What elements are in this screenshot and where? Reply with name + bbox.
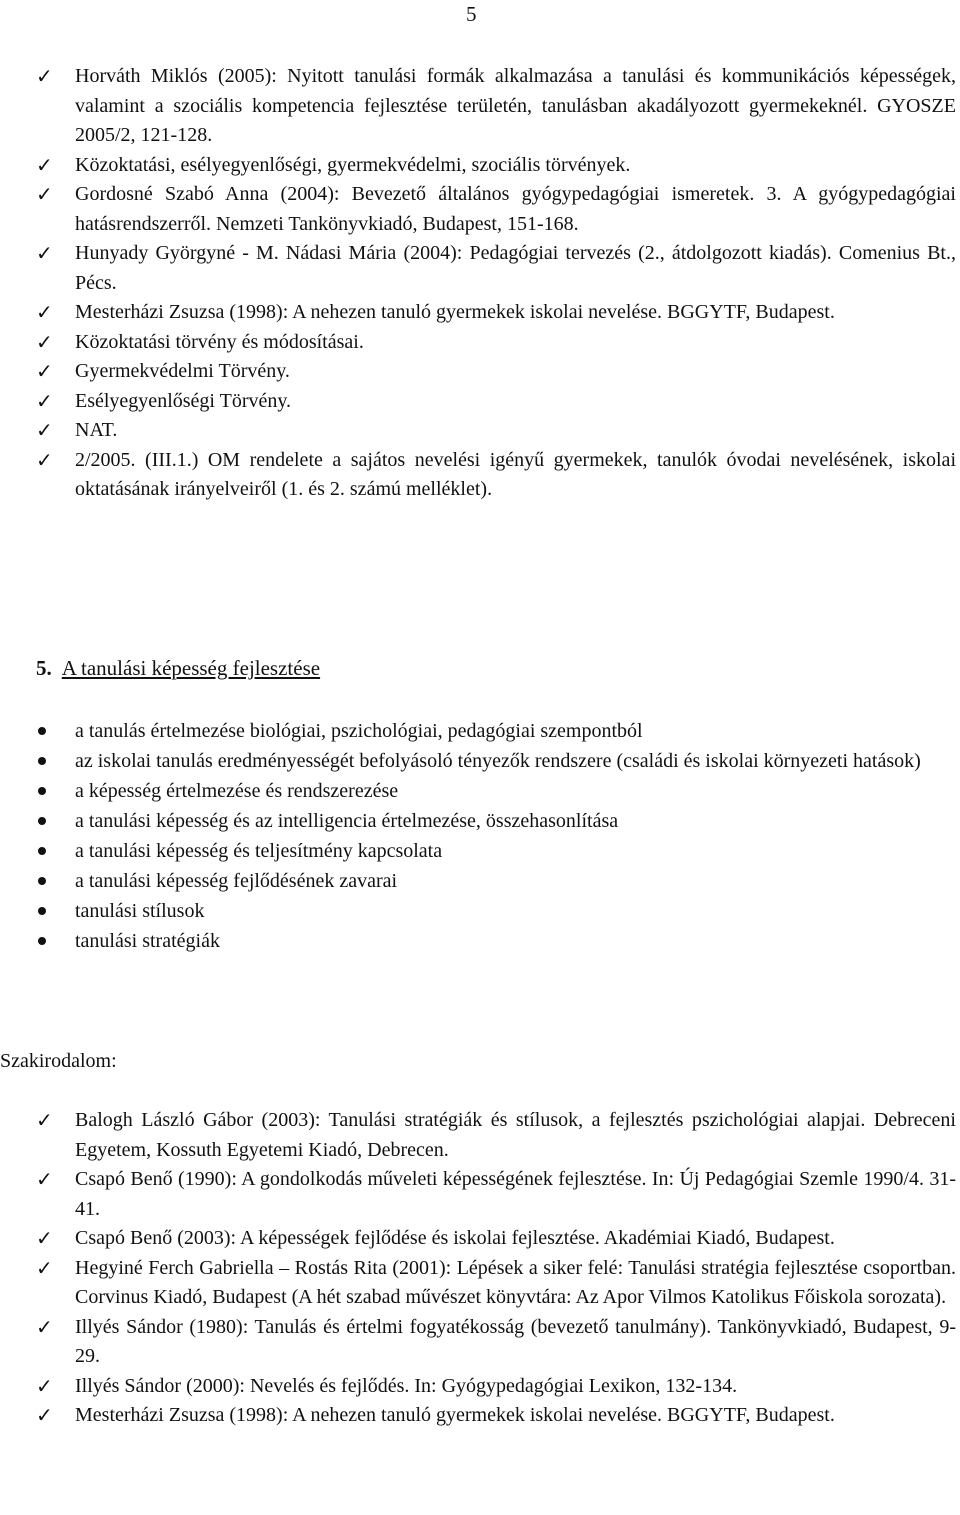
- check-icon: ✓: [36, 1403, 53, 1427]
- list-item: [36, 387, 956, 417]
- list-item: [36, 836, 956, 866]
- list-item: [36, 151, 956, 181]
- bullet-icon: [38, 847, 46, 855]
- check-icon: ✓: [36, 1373, 53, 1398]
- check-icon: ✓: [36, 1167, 53, 1191]
- list-item: [36, 416, 956, 446]
- bullet-icon: [38, 907, 46, 915]
- list-item: [36, 776, 956, 806]
- check-icon: ✓: [36, 300, 53, 324]
- list-item: [36, 1313, 956, 1372]
- topic-text: a tanulás értelmezése biológiai, pszichológiai, pedagógiai szempontból: [75, 720, 643, 742]
- check-icon: ✓: [36, 64, 53, 88]
- page-number: 5: [466, 2, 477, 26]
- check-icon: ✓: [36, 359, 53, 383]
- check-icon: ✓: [36, 182, 53, 206]
- list-item: [36, 806, 956, 836]
- topic-list: [36, 716, 956, 956]
- topic-text: a képesség értelmezése és rendszerezése: [75, 780, 399, 802]
- check-icon: ✓: [36, 329, 53, 354]
- reference-text: Balogh László Gábor (2003): Tanulási stratégiák és stílusok, a fejlesztés pszichológiai alapjai. Debreceni Egyetem, Kossuth Egyetemi Kiadó, Debrecen.: [75, 1109, 956, 1161]
- reference-text: NAT.: [75, 419, 118, 441]
- topic-text: a tanulási képesség fejlődésének zavarai: [75, 870, 398, 892]
- reference-text: Csapó Benő (1990): A gondolkodás műveleti képességének fejlesztése. In: Új Pedagógiai Szemle 1990/4. 31-41.: [75, 1168, 956, 1220]
- list-item: [36, 357, 956, 387]
- reference-text: Hegyiné Ferch Gabriella – Rostás Rita (2001): Lépések a siker felé: Tanulási stratégia fejlesztése csoportban. Corvinus Kiadó, Budapest (A hét szabad művészet könyvtára: Az Apor Vilmos Katolikus Főiskola sorozata).: [75, 1256, 956, 1308]
- reference-text: Közoktatási, esélyegyenlőségi, gyermekvédelmi, szociális törvények.: [75, 153, 631, 176]
- list-item: [36, 1106, 956, 1165]
- check-icon: ✓: [36, 388, 53, 413]
- check-icon: ✓: [36, 447, 53, 472]
- check-icon: ✓: [36, 241, 53, 265]
- reference-text: Horváth Miklós (2005): Nyitott tanulási formák alkalmazása a tanulási és kommunikációs képességek, valamint a szociális kompetencia fejlesztése területén, tanulásban akadályozott gyermekeknél. GYOSZE 2005/2, 121-128.: [75, 65, 956, 146]
- list-item: [36, 180, 956, 239]
- list-item: [36, 896, 956, 926]
- reference-text: 2/2005. (III.1.) OM rendelete a sajátos nevelési igényű gyermekek, tanulók óvodai nevelésének, iskolai oktatásának irányelveiről (1. és 2. számú melléklet).: [75, 448, 956, 500]
- list-item: [36, 298, 956, 328]
- list-item: [36, 1224, 956, 1254]
- reference-text: Mesterházi Zsuzsa (1998): A nehezen tanuló gyermekek iskolai nevelése. BGGYTF, Budapest.: [75, 1404, 835, 1426]
- topic-text: a tanulási képesség és az intelligencia értelmezése, összehasonlítása: [75, 810, 619, 832]
- list-item: [36, 746, 956, 776]
- bullet-icon: [38, 817, 46, 825]
- list-item: [36, 328, 956, 358]
- list-item: [36, 1401, 956, 1431]
- reference-text: Mesterházi Zsuzsa (1998): A nehezen tanuló gyermekek iskolai nevelése. BGGYTF, Budapest.: [75, 301, 835, 323]
- list-item: [36, 62, 956, 151]
- list-item: [36, 926, 956, 956]
- section-title: A tanulási képesség fejlesztése: [61, 656, 321, 680]
- literature-label: Szakirodalom:: [0, 1050, 117, 1072]
- bullet-icon: [38, 727, 46, 735]
- list-item: [36, 716, 956, 746]
- check-icon: ✓: [36, 1108, 53, 1132]
- topic-text: a tanulási képesség és teljesítmény kapcsolata: [75, 840, 443, 862]
- reference-text: Illyés Sándor (2000): Nevelés és fejlődés. In: Gyógypedagógiai Lexikon, 132-134.: [75, 1374, 738, 1397]
- check-icon: ✓: [36, 152, 53, 177]
- reference-text: Esélyegyenlőségi Törvény.: [75, 389, 292, 412]
- list-item: [36, 1165, 956, 1224]
- check-icon: ✓: [36, 418, 53, 442]
- reference-text: Gordosné Szabó Anna (2004): Bevezető általános gyógypedagógiai ismeretek. 3. A gyógypedagógiai hatásrendszerről. Nemzeti Tankönyvkiadó, Budapest, 151-168.: [75, 183, 956, 235]
- reference-text: Gyermekvédelmi Törvény.: [75, 360, 290, 382]
- check-icon: ✓: [36, 1314, 53, 1339]
- reference-text: Közoktatási törvény és módosításai.: [75, 330, 364, 353]
- bullet-icon: [38, 877, 46, 885]
- reference-list-top: [36, 62, 956, 505]
- bullet-icon: [38, 757, 46, 765]
- list-item: [36, 1254, 956, 1313]
- section-heading: [36, 656, 320, 681]
- check-icon: ✓: [36, 1255, 53, 1280]
- reference-text: Hunyady Györgyné - M. Nádasi Mária (2004): Pedagógiai tervezés (2., átdolgozott kiadás). Comenius Bt., Pécs.: [75, 242, 956, 294]
- list-item: [36, 1372, 956, 1402]
- list-item: [36, 446, 956, 505]
- bullet-icon: [38, 787, 46, 795]
- reference-text: Illyés Sándor (1980): Tanulás és értelmi fogyatékosság (bevezető tanulmány). Tankönyvkiadó, Budapest, 9-29.: [75, 1315, 956, 1367]
- list-item: [36, 866, 956, 896]
- check-icon: ✓: [36, 1226, 53, 1250]
- bullet-icon: [38, 937, 46, 945]
- reference-list-bottom: [36, 1106, 956, 1431]
- topic-text: tanulási stratégiák: [75, 930, 220, 952]
- topic-text: az iskolai tanulás eredményességét befolyásoló tényezők rendszere (családi és iskolai környezeti hatások): [75, 750, 921, 772]
- reference-text: Csapó Benő (2003): A képességek fejlődése és iskolai fejlesztése. Akadémiai Kiadó, Budapest.: [75, 1227, 835, 1249]
- topic-text: tanulási stílusok: [75, 900, 205, 922]
- list-item: [36, 239, 956, 298]
- section-number: 5.: [36, 656, 52, 680]
